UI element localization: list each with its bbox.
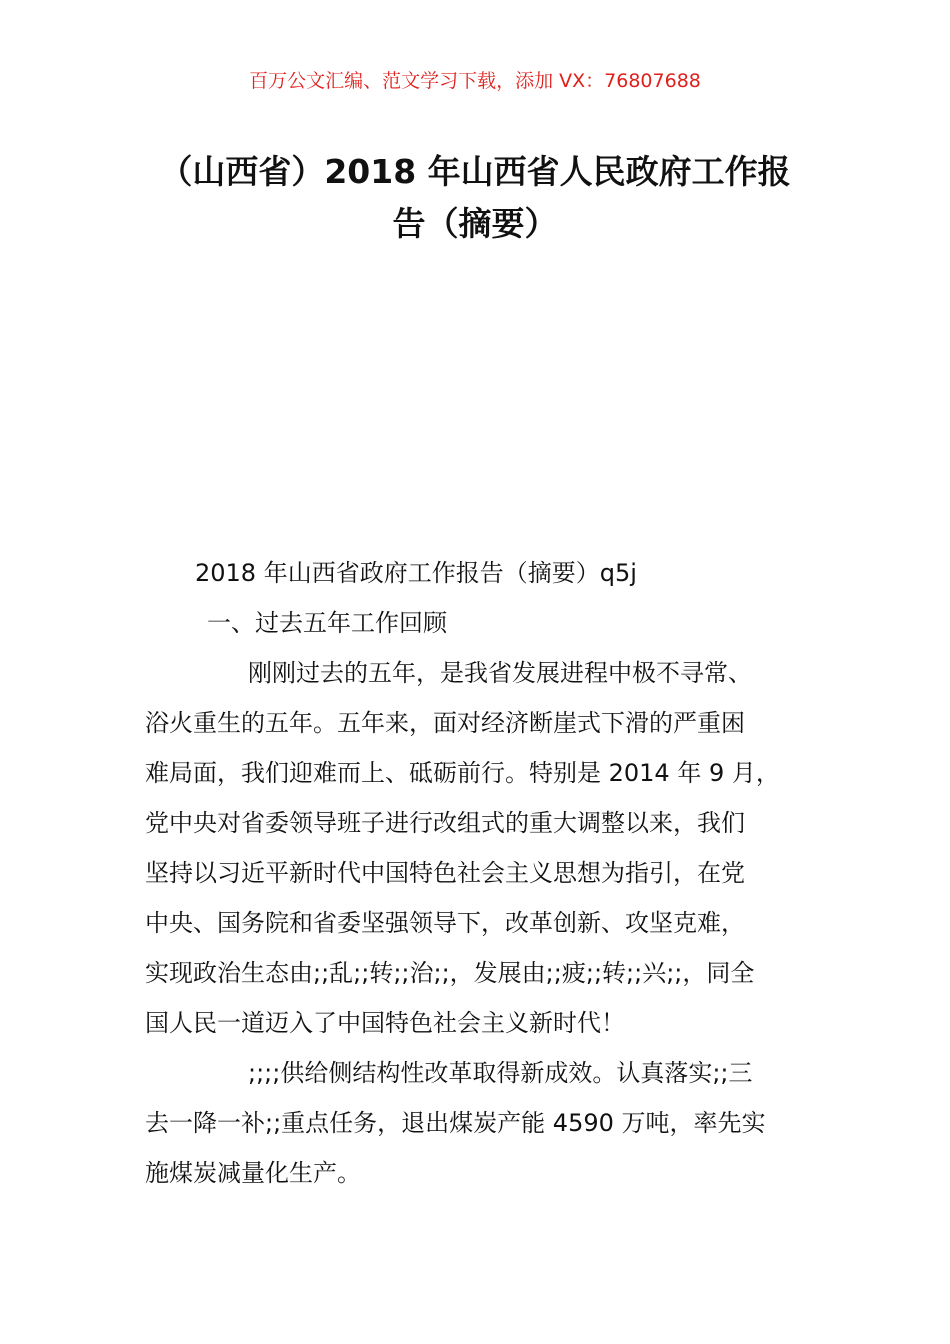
paragraph-line: 坚持以习近平新时代中国特色社会主义思想为指引，在党 bbox=[145, 859, 745, 887]
paragraph-line: ;;;;供给侧结构性改革取得新成效。认真落实;;三 bbox=[248, 1059, 753, 1087]
header-note: 百万公文汇编、范文学习下载，添加 VX：76807688 bbox=[249, 70, 701, 92]
paragraph-line: 难局面，我们迎难而上、砥砺前行。特别是 2014 年 9 月， bbox=[145, 759, 780, 787]
paragraph-line: 实现政治生态由;;乱;;转;;治;;，发展由;;疲;;转;;兴;;，同全 bbox=[145, 959, 755, 987]
paragraph-line: 国人民一道迈入了中国特色社会主义新时代！ bbox=[145, 1009, 625, 1037]
subtitle: 2018 年山西省政府工作报告（摘要）q5j bbox=[195, 559, 637, 587]
title-line-2: 告（摘要） bbox=[392, 204, 558, 243]
paragraph-line: 中央、国务院和省委坚强领导下，改革创新、攻坚克难， bbox=[145, 909, 745, 937]
document-body bbox=[145, 548, 825, 1198]
paragraph-line: 刚刚过去的五年，是我省发展进程中极不寻常、 bbox=[248, 659, 752, 687]
title-line-1: （山西省）2018 年山西省人民政府工作报 bbox=[159, 152, 791, 191]
paragraph-line: 施煤炭减量化生产。 bbox=[145, 1159, 361, 1187]
paragraph-line: 去一降一补;;重点任务，退出煤炭产能 4590 万吨，率先实 bbox=[145, 1109, 766, 1137]
document-title bbox=[110, 146, 840, 250]
paragraph-line: 浴火重生的五年。五年来，面对经济断崖式下滑的严重困 bbox=[145, 709, 745, 737]
section-heading: 一、过去五年工作回顾 bbox=[207, 609, 447, 637]
paragraph-line: 党中央对省委领导班子进行改组式的重大调整以来，我们 bbox=[145, 809, 745, 837]
